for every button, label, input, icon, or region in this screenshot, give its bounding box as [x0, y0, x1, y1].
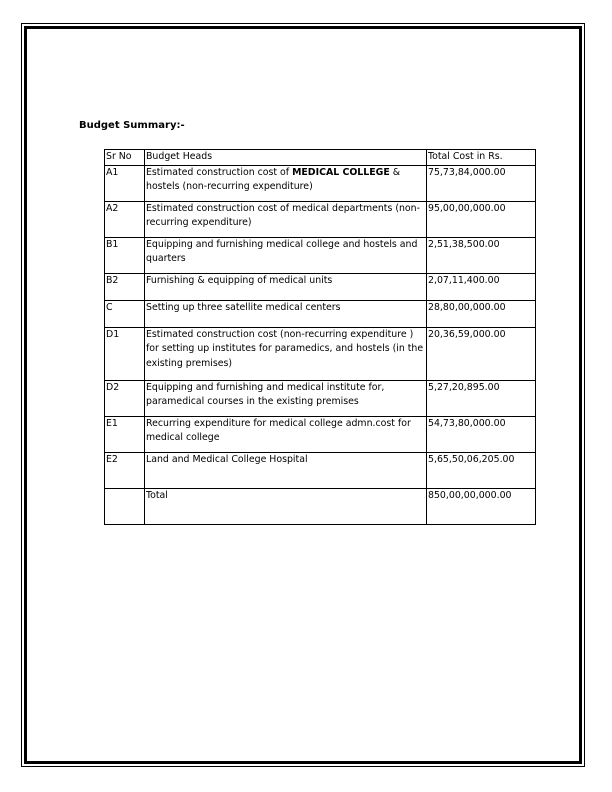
- row-cost: 5,65,50,06,205.00: [427, 452, 536, 488]
- table-row: [105, 273, 536, 300]
- header-total-cost: Total Cost in Rs.: [427, 150, 536, 166]
- row-head: Furnishing & equipping of medical units: [145, 273, 427, 300]
- row-head: Equipping and furnishing medical college and hostels and quarters: [145, 237, 427, 273]
- row-cost: 20,36,59,000.00: [427, 327, 536, 380]
- row-head: Recurring expenditure for medical college admn.cost for medical college: [145, 416, 427, 452]
- row-sr: B1: [105, 237, 145, 273]
- budget-summary-heading: Budget Summary:-: [79, 120, 185, 131]
- row-head-text: & hostels (non-recurring expenditure): [146, 166, 401, 192]
- budget-table: [104, 149, 536, 525]
- row-cost: 2,07,11,400.00: [427, 273, 536, 300]
- row-sr: D2: [105, 380, 145, 416]
- row-cost: 28,80,00,000.00: [427, 300, 536, 327]
- row-cost: 850,00,00,000.00: [427, 488, 536, 524]
- row-sr: D1: [105, 327, 145, 380]
- header-budget-heads: Budget Heads: [145, 150, 427, 166]
- row-sr: E2: [105, 452, 145, 488]
- table-total-row: [105, 488, 536, 524]
- row-head: Land and Medical College Hospital: [145, 452, 427, 488]
- row-cost: 75,73,84,000.00: [427, 165, 536, 201]
- table-row: [105, 327, 536, 380]
- row-head: Estimated construction cost (non-recurring expenditure ) for setting up institutes for paramedics, and hostels (in the existing premises): [145, 327, 427, 380]
- row-head: Equipping and furnishing and medical institute for, paramedical courses in the existing premises: [145, 380, 427, 416]
- table-row: [105, 201, 536, 237]
- row-head-text: Estimated construction cost of: [146, 166, 293, 178]
- table-row: [105, 416, 536, 452]
- table-header-row: [105, 150, 536, 166]
- row-sr: [105, 488, 145, 524]
- row-sr: A1: [105, 165, 145, 201]
- table-row: [105, 452, 536, 488]
- row-sr: B2: [105, 273, 145, 300]
- row-head-bold: MEDICAL COLLEGE: [292, 166, 390, 178]
- header-sr-no: Sr No: [105, 150, 145, 166]
- table-row: [105, 300, 536, 327]
- row-head: [145, 165, 427, 201]
- row-head: Estimated construction cost of medical departments (non-recurring expenditure): [145, 201, 427, 237]
- row-head: Setting up three satellite medical centers: [145, 300, 427, 327]
- row-cost: 95,00,00,000.00: [427, 201, 536, 237]
- row-cost: 2,51,38,500.00: [427, 237, 536, 273]
- table-row: [105, 165, 536, 201]
- table-row: [105, 380, 536, 416]
- table-row: [105, 237, 536, 273]
- row-sr: E1: [105, 416, 145, 452]
- row-sr: A2: [105, 201, 145, 237]
- row-cost: 54,73,80,000.00: [427, 416, 536, 452]
- row-sr: C: [105, 300, 145, 327]
- row-cost: 5,27,20,895.00: [427, 380, 536, 416]
- row-head: Total: [145, 488, 427, 524]
